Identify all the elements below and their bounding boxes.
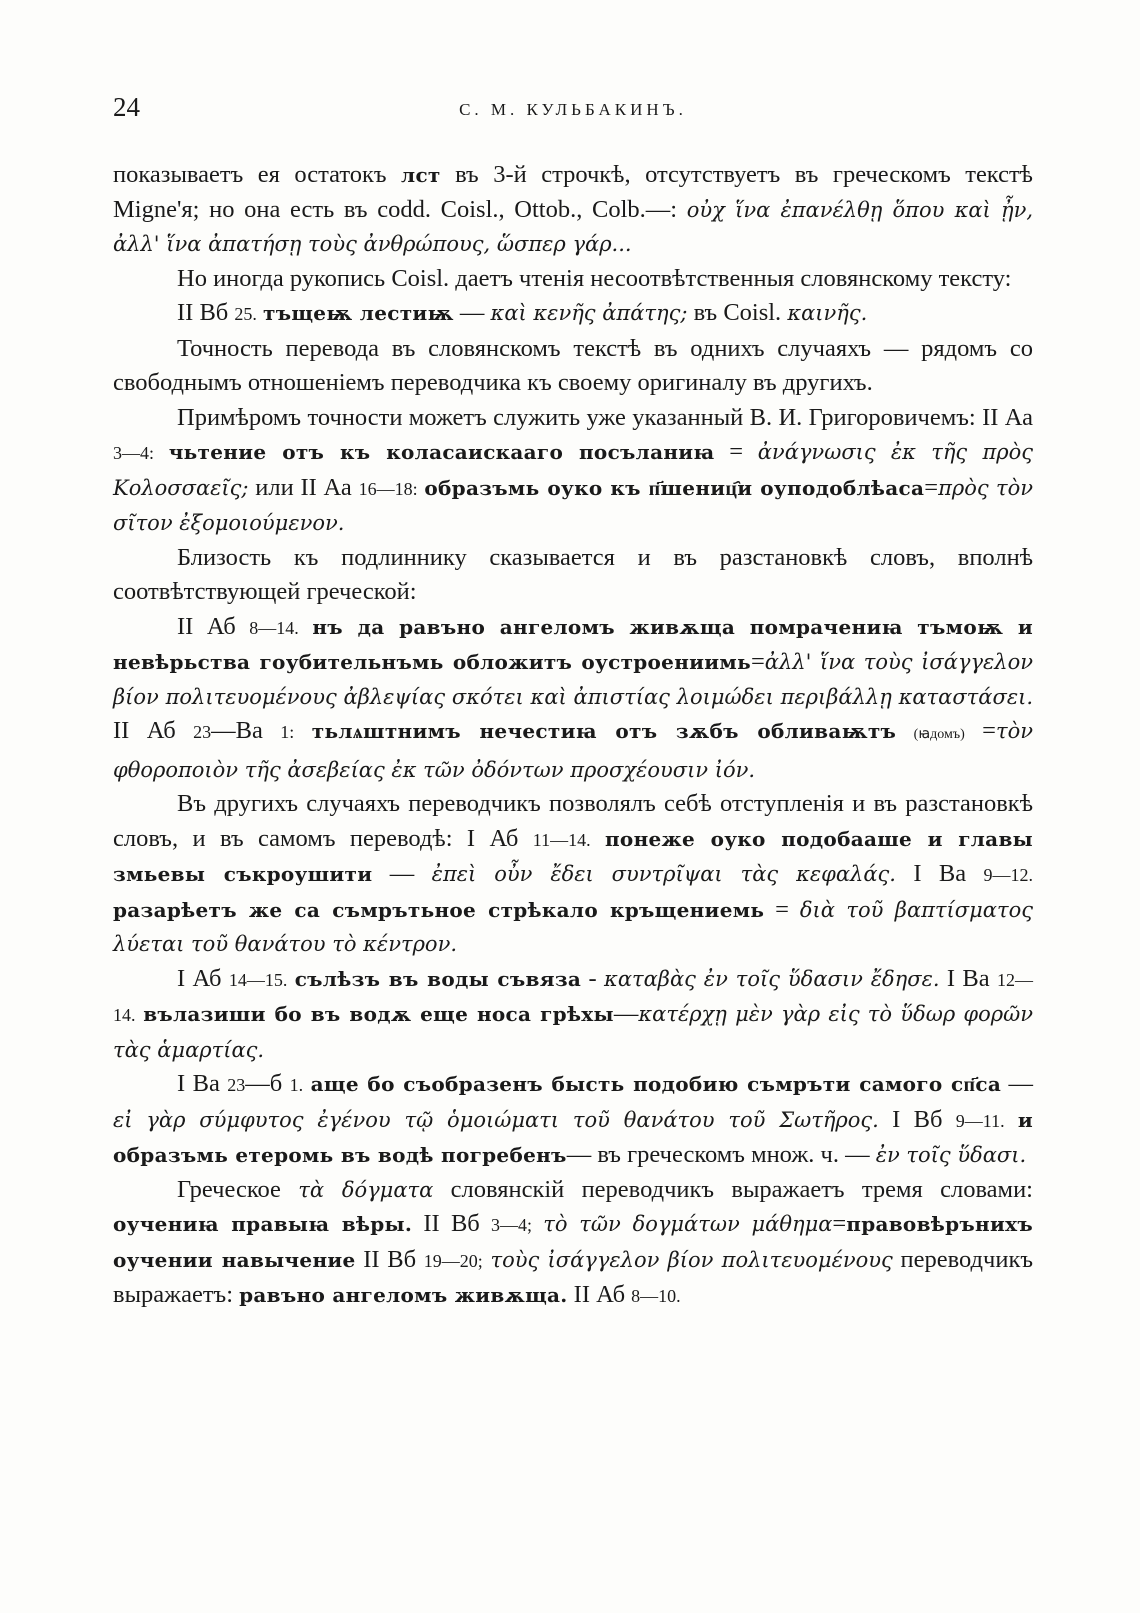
text-run <box>532 1210 543 1237</box>
text-run: = <box>832 1210 847 1237</box>
text-run: = <box>714 438 758 465</box>
slavonic-quote: разарѣетъ же са съмрътьное стрѣкало кръщениемь <box>113 897 765 922</box>
text-run: словянскій переводчикъ выражаетъ тремя словами: <box>433 1175 1033 1203</box>
gloss: (ꙗдомъ) <box>913 727 965 742</box>
text-run <box>299 613 313 640</box>
paragraph <box>113 158 1033 262</box>
page-number: 24 <box>113 92 140 122</box>
slavonic-quote: сълѣзъ въ воды съвяза <box>294 966 582 991</box>
verse-ref: 9—11. <box>955 1110 1005 1131</box>
text-run: - <box>581 964 605 992</box>
greek-quote: ἐν τοῖς ὕδασι. <box>875 1143 1027 1167</box>
slavonic-quote: вълазиши бо въ водѫ еще носа грѣхы <box>143 1002 614 1026</box>
text-run: Въ другихъ случаяхъ переводчикъ позволялъ себѣ отступленія и въ разстановкѣ словъ, и въ самомъ переводѣ: I Аб <box>113 790 1033 852</box>
text-run <box>154 438 169 465</box>
text-run: — <box>372 860 432 887</box>
slavonic-quote: и образъмь етеромь въ водѣ погребенъ <box>113 1107 1034 1167</box>
paragraph <box>113 262 1033 297</box>
text-run: = <box>964 717 996 744</box>
text-run: II Вб <box>177 299 235 326</box>
verse-ref: 1: <box>280 722 295 742</box>
slavonic-quote: тьлѧштнимъ нечестиꙗ отъ зѫбъ обливаѭтъ <box>311 719 897 743</box>
slavonic-quote: правовѣрънихъ оучении навычение <box>113 1212 1033 1272</box>
verse-ref: 1. <box>289 1075 304 1095</box>
text-run: II Вб <box>355 1245 424 1273</box>
paragraph <box>113 1067 1033 1173</box>
text-run <box>303 1070 310 1097</box>
paragraph <box>113 787 1033 962</box>
paragraph <box>113 610 1033 788</box>
verse-ref: 25. <box>234 304 257 324</box>
text-run: —Ва <box>211 717 281 744</box>
text-run: I Ва <box>895 860 984 887</box>
text-run: Но иногда рукопись Coisl. даетъ чтенія несоотвѣтственныя словянскому тексту: <box>177 264 1012 292</box>
verse-ref: 8—14. <box>249 617 299 638</box>
verse-ref: 23 <box>193 722 212 742</box>
verse-ref: 11—14. <box>532 829 591 850</box>
text-run: = <box>750 648 765 675</box>
paragraph <box>113 1173 1033 1314</box>
text-run: I Вб <box>878 1105 956 1133</box>
text-run: II Вб <box>412 1210 491 1237</box>
text-run: I Ва <box>939 964 997 992</box>
slavonic-quote: равъно ангеломъ живѫща. <box>239 1283 568 1307</box>
slavonic-quote: аще бо съобразенъ бысть подобию съмръти самого сп҃са <box>310 1072 1002 1096</box>
text-run: II Аб <box>567 1281 632 1308</box>
verse-ref: 19—20; <box>423 1250 483 1271</box>
verse-ref: 8—10. <box>631 1286 681 1306</box>
greek-quote: οὐχ ἵνα ἐπανέλθῃ ὅπου καὶ ᾖν, ἀλλ' ἵνα ἀπατήσῃ τοὺς ἀνθρώπους, ὥσπερ γάρ... <box>113 197 1034 256</box>
text-run <box>287 965 294 992</box>
greek-quote: διὰ τοῦ βαπτίσματος λύεται τοῦ θανάτου τὸ κέντρον. <box>113 897 1033 956</box>
slavonic-quote: оучениꙗ правыꙗ вѣры. <box>113 1212 413 1236</box>
text-run: Греческое <box>177 1175 299 1203</box>
paragraph <box>113 296 1033 332</box>
paragraph <box>113 332 1033 401</box>
verse-ref: 12—14. <box>113 969 1033 1025</box>
text-run: I Ва <box>177 1070 228 1097</box>
slavonic-quote: нъ да равъно ангеломъ живѫща помрачениꙗ тъмоѭ и невѣрьства гоубительнъмь обложитъ оустроениимь <box>113 614 1034 674</box>
greek-quote: καταβὰς ἐν τοῖς ὕδασιν ἔδησε. <box>604 966 940 991</box>
greek-quote: κατέρχῃ μὲν γὰρ εἰς τὸ ὕδωρ φορῶν τὰς ἁμαρτίας. <box>113 1002 1033 1062</box>
greek-quote: καὶ κενῆς ἀπάτης; <box>490 301 688 325</box>
text-run: = <box>764 895 800 923</box>
text-run <box>483 1246 491 1273</box>
slavonic-quote: понеже оуко подобааше и главы змьевы съкроушити <box>113 826 1033 886</box>
verse-ref: 14—15. <box>228 969 288 990</box>
verse-ref: 3—4; <box>490 1215 532 1235</box>
slavonic-quote: чьтение отъ къ коласаискааго посъланиꙗ <box>168 440 715 464</box>
text-run: II Аб <box>113 717 194 744</box>
text-run: —б <box>245 1070 290 1097</box>
text-run: = <box>924 473 939 501</box>
paragraph <box>113 401 1033 541</box>
greek-quote: ἀλλ' ἵνα τοὺς ἰσάγγελον βίον πολιτευομένους ἀβλεψίας σκότει καὶ ἀπιστίας λοιμώδει περιβάλλῃ καταστάσει. <box>113 650 1033 709</box>
text-run: въ 3-й строчкѣ, отсутствуетъ въ греческомъ текстѣ Migne'я; но она есть въ codd. Coisl., Ottob., Colb.—: <box>113 161 1033 223</box>
text-run: — <box>613 1000 639 1027</box>
text-run: I Аб <box>177 964 229 992</box>
verse-ref: 16—18: <box>358 478 418 499</box>
running-title: С. М. КУЛЬБАКИНЪ. <box>459 100 687 119</box>
greek-quote: τὸν φθοροποιὸν τῆς ἀσεβείας ἐκ τῶν ὀδόντων προσχέουσιν ἰόν. <box>113 719 1034 782</box>
text-run: — <box>453 299 491 326</box>
text-run <box>591 825 605 852</box>
text-run <box>896 717 913 744</box>
text-run: или II Аа <box>248 473 359 501</box>
slavonic-quote: образъмь оуко къ п҃шениц҄и оуподоблѣаса <box>424 475 925 500</box>
paragraph <box>113 541 1033 610</box>
greek-quote: ἀνάγνωσις ἐκ τῆς πρὸς Κολοσσαεῖς; <box>113 440 1033 500</box>
greek-quote: πρὸς τὸν σῖτον ἐξομοιούμενον. <box>113 475 1033 535</box>
text-run: Примѣромъ точности можетъ служить уже указанный В. И. Григоровичемъ: II Аа <box>177 403 1033 431</box>
paragraph <box>113 962 1033 1068</box>
text-run: Точность перевода въ словянскомъ текстѣ въ однихъ случаяхъ — рядомъ со свободнымъ отношеніемъ переводчика къ своему оригиналу въ другихъ. <box>113 334 1033 396</box>
verse-ref: 3—4: <box>113 443 155 463</box>
greek-quote: τοὺς ἰσάγγελον βίον πολιτευομένους <box>490 1247 893 1272</box>
greek-quote: καινῆς. <box>787 301 868 325</box>
slavonic-quote: тъщеѭ лестиѭ <box>263 301 454 325</box>
greek-quote: τὸ τῶν δογμάτων μάθημα <box>543 1212 833 1236</box>
verse-ref: 9—12. <box>983 865 1034 885</box>
greek-quote: τὰ δόγματα <box>298 1177 434 1202</box>
greek-quote: ἐπεὶ οὖν ἔδει συντρῖψαι τὰς κεφαλάς. <box>431 862 896 886</box>
text-run <box>294 717 311 744</box>
text-run: II Аб <box>177 612 250 640</box>
text-run: — въ греческомъ множ. ч. — <box>566 1141 876 1168</box>
text-run: — <box>1001 1070 1034 1097</box>
verse-ref: 23 <box>227 1075 246 1095</box>
text-run <box>1005 1106 1018 1133</box>
body-text <box>113 158 1033 1314</box>
page-header <box>113 92 1033 132</box>
greek-quote: εἰ γὰρ σύμφυτος ἐγένου τῷ ὁμοιώματι τοῦ θανάτου τοῦ Σωτῆρος. <box>113 1107 879 1132</box>
text-run: въ Coisl. <box>687 299 788 326</box>
text-run: показываетъ ея остатокъ <box>113 161 402 188</box>
text-run: Близость къ подлиннику сказывается и въ разстановкѣ словъ, вполнѣ соотвѣтствующей греческой: <box>113 543 1033 605</box>
slavonic-quote: лст <box>401 163 441 187</box>
text-run: переводчикъ выражаетъ: <box>113 1245 1034 1308</box>
